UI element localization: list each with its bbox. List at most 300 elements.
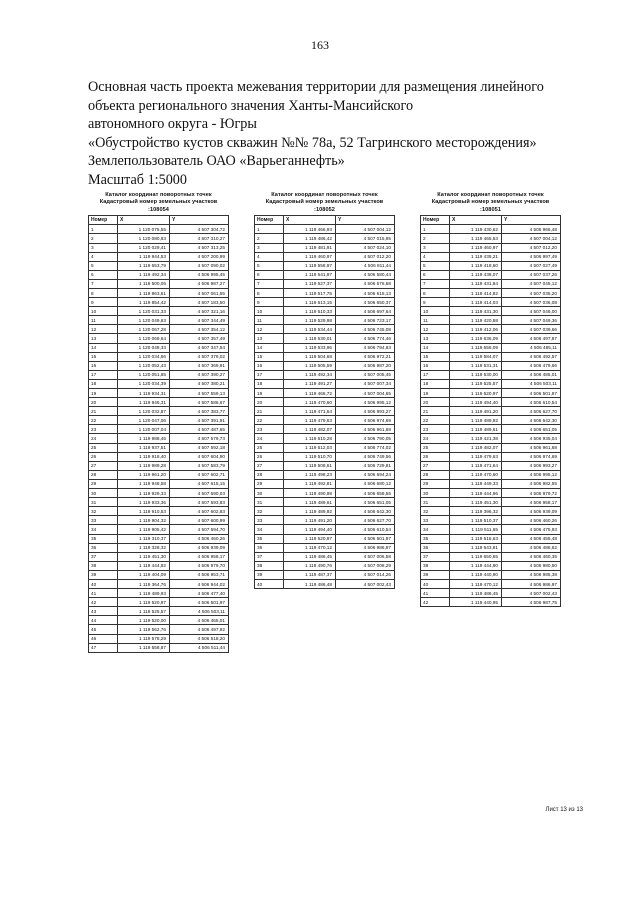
y-coordinate: 4 506 997,49 bbox=[502, 252, 561, 261]
y-coordinate: 4 507 313,25 bbox=[170, 243, 229, 252]
heading-line: автономного округа - Югры bbox=[88, 116, 257, 133]
y-coordinate: 4 506 987,27 bbox=[170, 279, 229, 288]
y-coordinate: 4 506 979,72 bbox=[502, 489, 561, 498]
x-coordinate: 1 119 505,59 bbox=[284, 361, 336, 370]
x-coordinate: 1 119 492,34 bbox=[284, 370, 336, 379]
x-coordinate: 1 119 470,60 bbox=[450, 470, 502, 479]
y-coordinate: 4 506 961,68 bbox=[336, 425, 395, 434]
point-number: 21 bbox=[89, 407, 118, 416]
point-number: 23 bbox=[421, 425, 450, 434]
point-number: 26 bbox=[89, 452, 118, 461]
table-row bbox=[89, 307, 229, 316]
y-coordinate: 4 506 492,57 bbox=[502, 352, 561, 361]
x-coordinate: 1 119 512,03 bbox=[284, 443, 336, 452]
y-coordinate: 4 507 487,65 bbox=[170, 425, 229, 434]
table-row bbox=[421, 334, 561, 343]
point-number: 30 bbox=[421, 489, 450, 498]
table-row bbox=[89, 270, 229, 279]
table-row bbox=[255, 425, 395, 434]
table-row bbox=[89, 398, 229, 407]
y-coordinate: 4 507 012,20 bbox=[502, 243, 561, 252]
coordinate-table bbox=[420, 215, 561, 607]
point-number: 6 bbox=[421, 270, 450, 279]
y-coordinate: 4 506 576,68 bbox=[336, 279, 395, 288]
x-coordinate: 1 119 504,68 bbox=[284, 352, 336, 361]
x-coordinate: 1 119 650,65 bbox=[450, 552, 502, 561]
table-row bbox=[421, 570, 561, 579]
table-row bbox=[255, 579, 395, 588]
table-row bbox=[255, 516, 395, 525]
x-coordinate: 1 119 444,96 bbox=[450, 489, 502, 498]
point-number: 15 bbox=[421, 352, 450, 361]
table-row bbox=[89, 561, 229, 570]
point-number: 3 bbox=[255, 243, 284, 252]
y-coordinate: 4 506 958,17 bbox=[502, 498, 561, 507]
point-number: 2 bbox=[89, 234, 118, 243]
y-coordinate: 4 506 987,20 bbox=[336, 361, 395, 370]
point-number: 20 bbox=[255, 398, 284, 407]
table-row bbox=[421, 461, 561, 470]
table-row bbox=[255, 398, 395, 407]
point-number: 23 bbox=[89, 425, 118, 434]
point-number: 20 bbox=[421, 398, 450, 407]
y-coordinate: 4 507 015,95 bbox=[336, 234, 395, 243]
point-number: 26 bbox=[255, 452, 284, 461]
x-coordinate: 1 119 460,97 bbox=[450, 243, 502, 252]
point-number: 18 bbox=[255, 379, 284, 388]
point-number: 41 bbox=[421, 589, 450, 598]
table-row bbox=[255, 234, 395, 243]
x-coordinate: 1 119 364,76 bbox=[118, 579, 170, 588]
heading-line: Основная часть проекта межевания территории для размещения линейного bbox=[88, 79, 544, 95]
column-header-x: X bbox=[284, 216, 336, 225]
y-coordinate: 4 506 518,20 bbox=[170, 634, 229, 643]
y-coordinate: 4 506 477,40 bbox=[170, 589, 229, 598]
point-number: 37 bbox=[89, 552, 118, 561]
x-coordinate: 1 119 516,63 bbox=[450, 534, 502, 543]
x-coordinate: 1 119 465,53 bbox=[450, 234, 502, 243]
point-number: 40 bbox=[255, 579, 284, 588]
y-coordinate: 4 507 036,08 bbox=[502, 298, 561, 307]
point-number: 21 bbox=[255, 407, 284, 416]
point-number: 30 bbox=[89, 489, 118, 498]
table-row bbox=[421, 270, 561, 279]
y-coordinate: 4 507 379,02 bbox=[170, 352, 229, 361]
point-number: 37 bbox=[421, 552, 450, 561]
point-number: 38 bbox=[255, 561, 284, 570]
y-coordinate: 4 506 995,12 bbox=[336, 398, 395, 407]
x-coordinate: 1 119 460,97 bbox=[284, 252, 336, 261]
table-row bbox=[255, 343, 395, 352]
catalog-title bbox=[420, 192, 561, 214]
table-row bbox=[89, 489, 229, 498]
x-coordinate: 1 119 562,76 bbox=[118, 625, 170, 634]
x-coordinate: 1 119 431,30 bbox=[450, 307, 502, 316]
y-coordinate: 4 506 460,35 bbox=[502, 552, 561, 561]
table-row bbox=[89, 452, 229, 461]
y-coordinate: 4 506 642,30 bbox=[336, 507, 395, 516]
point-number: 3 bbox=[421, 243, 450, 252]
coordinate-catalog-108051 bbox=[420, 192, 561, 607]
x-coordinate: 1 119 863,61 bbox=[118, 288, 170, 297]
y-coordinate: 4 506 455,48 bbox=[502, 534, 561, 543]
y-coordinate: 4 506 974,69 bbox=[502, 452, 561, 461]
table-row bbox=[89, 298, 229, 307]
table-row bbox=[255, 543, 395, 552]
y-coordinate: 4 507 310,27 bbox=[170, 234, 229, 243]
point-number: 34 bbox=[421, 525, 450, 534]
x-coordinate: 1 119 489,93 bbox=[118, 589, 170, 598]
point-number: 11 bbox=[421, 316, 450, 325]
table-row bbox=[89, 543, 229, 552]
table-row bbox=[89, 607, 229, 616]
x-coordinate: 1 120 052,43 bbox=[118, 361, 170, 370]
x-coordinate: 1 120 080,83 bbox=[118, 234, 170, 243]
point-number: 12 bbox=[255, 325, 284, 334]
x-coordinate: 1 119 420,58 bbox=[450, 316, 502, 325]
column-header-y: Y bbox=[336, 216, 395, 225]
point-number: 15 bbox=[89, 352, 118, 361]
y-coordinate: 4 506 475,93 bbox=[502, 525, 561, 534]
y-coordinate: 4 506 497,92 bbox=[170, 625, 229, 634]
y-coordinate: 4 506 503,11 bbox=[502, 379, 561, 388]
x-coordinate: 1 119 534,44 bbox=[284, 325, 336, 334]
catalog-title-line: :108052 bbox=[314, 206, 335, 213]
table-row bbox=[89, 389, 229, 398]
table-row bbox=[255, 352, 395, 361]
column-header-x: X bbox=[450, 216, 502, 225]
table-row bbox=[89, 498, 229, 507]
y-coordinate: 4 507 004,65 bbox=[336, 389, 395, 398]
x-coordinate: 1 119 530,00 bbox=[450, 370, 502, 379]
point-number: 16 bbox=[89, 361, 118, 370]
point-number: 9 bbox=[421, 298, 450, 307]
catalog-title-line: Кадастровый номер земельных участков bbox=[265, 199, 384, 206]
x-coordinate: 1 119 440,95 bbox=[450, 598, 502, 607]
point-number: 14 bbox=[421, 343, 450, 352]
table-row bbox=[89, 507, 229, 516]
x-coordinate: 1 119 471,64 bbox=[284, 407, 336, 416]
table-row bbox=[255, 479, 395, 488]
x-coordinate: 1 120 032,87 bbox=[118, 407, 170, 416]
y-coordinate: 4 507 012,20 bbox=[336, 252, 395, 261]
point-number: 40 bbox=[421, 579, 450, 588]
heading-line: «Обустройство кустов скважин №№ 78а, 52 Тагринского месторождения» bbox=[88, 134, 537, 151]
point-number: 14 bbox=[89, 343, 118, 352]
point-number: 25 bbox=[421, 443, 450, 452]
x-coordinate: 1 119 494,40 bbox=[284, 525, 336, 534]
y-coordinate: 4 506 485,11 bbox=[502, 343, 561, 352]
x-coordinate: 1 119 643,81 bbox=[450, 543, 502, 552]
table-row bbox=[255, 525, 395, 534]
point-number: 8 bbox=[255, 288, 284, 297]
table-row bbox=[421, 489, 561, 498]
y-coordinate: 4 506 697,64 bbox=[336, 307, 395, 316]
y-coordinate: 4 506 580,44 bbox=[336, 270, 395, 279]
table-row bbox=[89, 552, 229, 561]
y-coordinate: 4 506 650,37 bbox=[336, 298, 395, 307]
x-coordinate: 1 119 491,20 bbox=[284, 516, 336, 525]
y-coordinate: 4 506 642,30 bbox=[502, 416, 561, 425]
point-number: 29 bbox=[255, 479, 284, 488]
y-coordinate: 4 507 004,12 bbox=[336, 225, 395, 234]
point-number: 30 bbox=[255, 489, 284, 498]
table-row bbox=[89, 534, 229, 543]
point-number: 11 bbox=[255, 316, 284, 325]
point-number: 26 bbox=[421, 452, 450, 461]
point-number: 35 bbox=[421, 534, 450, 543]
x-coordinate: 1 119 510,28 bbox=[284, 434, 336, 443]
y-coordinate: 4 507 357,49 bbox=[170, 334, 229, 343]
y-coordinate: 4 507 006,58 bbox=[336, 552, 395, 561]
coordinate-table bbox=[88, 215, 229, 653]
table-row bbox=[421, 479, 561, 488]
x-coordinate: 1 120 048,33 bbox=[118, 343, 170, 352]
point-number: 22 bbox=[421, 416, 450, 425]
x-coordinate: 1 119 511,65 bbox=[450, 525, 502, 534]
x-coordinate: 1 120 034,56 bbox=[118, 352, 170, 361]
point-number: 10 bbox=[89, 307, 118, 316]
x-coordinate: 1 119 421,38 bbox=[450, 434, 502, 443]
x-coordinate: 1 119 948,58 bbox=[118, 479, 170, 488]
y-coordinate: 4 506 986,97 bbox=[336, 543, 395, 552]
table-row bbox=[255, 416, 395, 425]
point-number: 9 bbox=[255, 298, 284, 307]
point-number: 20 bbox=[89, 398, 118, 407]
point-number: 2 bbox=[255, 234, 284, 243]
table-row bbox=[421, 416, 561, 425]
table-row bbox=[255, 561, 395, 570]
x-coordinate: 1 120 069,64 bbox=[118, 334, 170, 343]
point-number: 32 bbox=[421, 507, 450, 516]
x-coordinate: 1 119 479,63 bbox=[284, 416, 336, 425]
y-coordinate: 4 507 014,26 bbox=[336, 570, 395, 579]
point-number: 31 bbox=[255, 498, 284, 507]
table-row bbox=[255, 243, 395, 252]
x-coordinate: 1 119 414,82 bbox=[450, 288, 502, 297]
coordinate-catalog-108052 bbox=[254, 192, 395, 589]
x-coordinate: 1 119 470,12 bbox=[450, 579, 502, 588]
point-number: 21 bbox=[421, 407, 450, 416]
x-coordinate: 1 119 489,61 bbox=[284, 498, 336, 507]
table-row bbox=[89, 325, 229, 334]
point-number: 36 bbox=[89, 543, 118, 552]
x-coordinate: 1 119 492,34 bbox=[118, 270, 170, 279]
point-number: 19 bbox=[421, 389, 450, 398]
table-row bbox=[89, 361, 229, 370]
x-coordinate: 1 119 929,33 bbox=[118, 489, 170, 498]
table-row bbox=[255, 270, 395, 279]
x-coordinate: 1 119 988,45 bbox=[118, 434, 170, 443]
point-number: 14 bbox=[255, 343, 284, 352]
y-coordinate: 4 506 749,56 bbox=[336, 452, 395, 461]
point-number: 17 bbox=[89, 370, 118, 379]
point-number: 42 bbox=[421, 598, 450, 607]
y-coordinate: 4 507 008,29 bbox=[336, 561, 395, 570]
table-row bbox=[421, 434, 561, 443]
table-row bbox=[255, 225, 395, 234]
y-coordinate: 4 506 958,17 bbox=[170, 552, 229, 561]
table-row bbox=[421, 543, 561, 552]
y-coordinate: 4 507 602,83 bbox=[170, 507, 229, 516]
point-number: 28 bbox=[89, 470, 118, 479]
x-coordinate: 1 119 533,96 bbox=[284, 343, 336, 352]
x-coordinate: 1 119 494,40 bbox=[450, 398, 502, 407]
table-row bbox=[421, 243, 561, 252]
point-number: 8 bbox=[89, 288, 118, 297]
point-number: 33 bbox=[89, 516, 118, 525]
catalog-title-line: Каталог координат поворотных точек bbox=[105, 192, 212, 198]
table-row bbox=[421, 516, 561, 525]
x-coordinate: 1 120 067,28 bbox=[118, 325, 170, 334]
y-coordinate: 4 506 966,48 bbox=[502, 225, 561, 234]
point-number: 2 bbox=[421, 234, 450, 243]
table-row bbox=[421, 307, 561, 316]
point-number: 17 bbox=[255, 370, 284, 379]
table-row bbox=[255, 461, 395, 470]
point-number: 12 bbox=[89, 325, 118, 334]
point-number: 7 bbox=[421, 279, 450, 288]
y-coordinate: 4 507 391,91 bbox=[170, 416, 229, 425]
point-number: 36 bbox=[421, 543, 450, 552]
document-heading bbox=[88, 78, 608, 190]
x-coordinate: 1 119 556,09 bbox=[450, 343, 502, 352]
table-row bbox=[421, 379, 561, 388]
x-coordinate: 1 119 558,97 bbox=[284, 261, 336, 270]
y-coordinate: 4 506 723,17 bbox=[336, 316, 395, 325]
catalog-title bbox=[88, 192, 229, 214]
y-coordinate: 4 506 986,97 bbox=[502, 579, 561, 588]
y-coordinate: 4 506 972,21 bbox=[336, 352, 395, 361]
table-row bbox=[421, 407, 561, 416]
point-number: 18 bbox=[421, 379, 450, 388]
point-number: 33 bbox=[421, 516, 450, 525]
y-coordinate: 4 507 005,45 bbox=[336, 370, 395, 379]
table-row bbox=[421, 352, 561, 361]
table-row bbox=[89, 243, 229, 252]
table-row bbox=[255, 434, 395, 443]
point-number: 24 bbox=[255, 434, 284, 443]
x-coordinate: 1 119 513,15 bbox=[284, 298, 336, 307]
point-number: 27 bbox=[255, 461, 284, 470]
table-row bbox=[421, 298, 561, 307]
table-row bbox=[89, 461, 229, 470]
table-row bbox=[89, 288, 229, 297]
x-coordinate: 1 119 430,62 bbox=[450, 225, 502, 234]
y-coordinate: 4 506 995,12 bbox=[502, 470, 561, 479]
table-row bbox=[89, 234, 229, 243]
point-number: 40 bbox=[89, 579, 118, 588]
y-coordinate: 4 506 501,97 bbox=[336, 534, 395, 543]
point-number: 38 bbox=[421, 561, 450, 570]
y-coordinate: 4 507 321,16 bbox=[170, 307, 229, 316]
x-coordinate: 1 120 029,41 bbox=[118, 243, 170, 252]
y-coordinate: 4 507 380,21 bbox=[170, 379, 229, 388]
table-row bbox=[421, 507, 561, 516]
table-row bbox=[421, 398, 561, 407]
table-row bbox=[89, 598, 229, 607]
x-coordinate: 1 120 075,55 bbox=[118, 225, 170, 234]
point-number: 31 bbox=[89, 498, 118, 507]
y-coordinate: 4 507 046,00 bbox=[502, 307, 561, 316]
table-row bbox=[421, 343, 561, 352]
catalog-title-line: Кадастровый номер земельных участков bbox=[431, 199, 550, 206]
point-number: 7 bbox=[255, 279, 284, 288]
y-coordinate: 4 506 511,44 bbox=[170, 643, 229, 652]
x-coordinate: 1 119 470,12 bbox=[284, 543, 336, 552]
x-coordinate: 1 119 933,36 bbox=[118, 498, 170, 507]
table-row bbox=[255, 389, 395, 398]
table-row bbox=[89, 343, 229, 352]
point-number: 42 bbox=[89, 598, 118, 607]
table-row bbox=[421, 361, 561, 370]
table-row bbox=[421, 279, 561, 288]
point-number: 44 bbox=[89, 616, 118, 625]
x-coordinate: 1 119 854,42 bbox=[118, 298, 170, 307]
scale-line: Масштаб 1:5000 bbox=[88, 171, 187, 188]
point-number: 1 bbox=[421, 225, 450, 234]
x-coordinate: 1 119 520,97 bbox=[118, 598, 170, 607]
table-row bbox=[421, 525, 561, 534]
table-row bbox=[255, 407, 395, 416]
x-coordinate: 1 119 910,53 bbox=[118, 507, 170, 516]
y-coordinate: 4 506 953,71 bbox=[170, 570, 229, 579]
x-coordinate: 1 119 510,70 bbox=[284, 452, 336, 461]
point-number: 22 bbox=[255, 416, 284, 425]
point-number: 34 bbox=[255, 525, 284, 534]
point-number: 22 bbox=[89, 416, 118, 425]
x-coordinate: 1 119 508,61 bbox=[284, 461, 336, 470]
x-coordinate: 1 119 558,87 bbox=[118, 643, 170, 652]
point-number: 31 bbox=[421, 498, 450, 507]
point-number: 37 bbox=[255, 552, 284, 561]
table-row bbox=[255, 489, 395, 498]
y-coordinate: 4 506 658,55 bbox=[336, 489, 395, 498]
table-row bbox=[255, 325, 395, 334]
y-coordinate: 4 507 183,50 bbox=[170, 298, 229, 307]
point-number: 32 bbox=[255, 507, 284, 516]
table-row bbox=[421, 316, 561, 325]
y-coordinate: 4 506 501,97 bbox=[170, 598, 229, 607]
y-coordinate: 4 506 651,05 bbox=[336, 498, 395, 507]
catalog-title-line: :108054 bbox=[148, 206, 169, 213]
point-number: 16 bbox=[255, 361, 284, 370]
y-coordinate: 4 506 680,12 bbox=[336, 479, 395, 488]
y-coordinate: 4 507 369,91 bbox=[170, 361, 229, 370]
y-coordinate: 4 507 586,67 bbox=[170, 398, 229, 407]
heading-line: объекта регионального значения Ханты-Мансийского bbox=[88, 97, 414, 114]
table-row bbox=[421, 598, 561, 607]
y-coordinate: 4 507 002,43 bbox=[336, 579, 395, 588]
y-coordinate: 4 506 627,70 bbox=[502, 407, 561, 416]
x-coordinate: 1 119 438,07 bbox=[450, 270, 502, 279]
x-coordinate: 1 120 047,06 bbox=[118, 416, 170, 425]
x-coordinate: 1 119 490,98 bbox=[284, 489, 336, 498]
y-coordinate: 4 506 694,24 bbox=[336, 470, 395, 479]
y-coordinate: 4 506 745,08 bbox=[336, 325, 395, 334]
table-row bbox=[255, 470, 395, 479]
table-row bbox=[89, 379, 229, 388]
y-coordinate: 4 507 579,73 bbox=[170, 434, 229, 443]
y-coordinate: 4 506 982,55 bbox=[502, 479, 561, 488]
y-coordinate: 4 506 486,62 bbox=[502, 543, 561, 552]
x-coordinate: 1 119 541,97 bbox=[284, 270, 336, 279]
x-coordinate: 1 119 989,28 bbox=[118, 461, 170, 470]
point-number: 24 bbox=[89, 434, 118, 443]
point-number: 17 bbox=[421, 370, 450, 379]
y-coordinate: 4 506 610,54 bbox=[336, 525, 395, 534]
column-header-y: Y bbox=[170, 216, 229, 225]
